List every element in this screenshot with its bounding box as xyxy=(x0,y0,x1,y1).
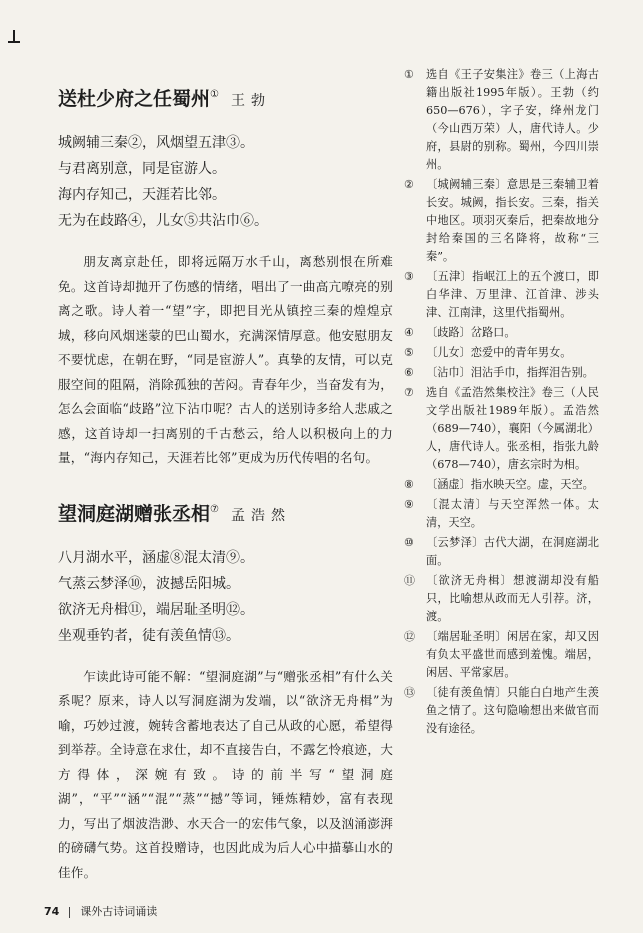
poem1-author: 王勃 xyxy=(230,93,271,109)
footnote xyxy=(404,534,599,570)
footnote xyxy=(404,268,599,322)
poem-line: 欲济无舟楫⑪，端居耻圣明⑫。 xyxy=(58,601,254,618)
footnote-number: ⑩ xyxy=(404,536,414,549)
corner-mark-icon xyxy=(8,30,20,44)
poem2-title xyxy=(58,497,393,531)
page-footer xyxy=(44,903,157,919)
poem-line: 城阙辅三秦②，风烟望五津③。 xyxy=(58,135,254,151)
footer-divider xyxy=(69,907,70,918)
poem-line: 八月湖水平，涵虚⑧混太清⑨。 xyxy=(58,549,254,566)
notes-column xyxy=(404,66,599,740)
footnote-text: 〔歧路〕岔路口。 xyxy=(426,326,516,339)
footnote xyxy=(404,344,599,362)
footnote-number: ③ xyxy=(404,270,414,283)
footnote-number: ⑤ xyxy=(404,346,414,359)
footnote-text: 〔沾巾〕泪沾手巾，指挥泪告别。 xyxy=(426,366,594,379)
footnote xyxy=(404,496,599,532)
footnote-text: 〔云梦泽〕古代大湖，在洞庭湖北面。 xyxy=(426,536,599,567)
footnote-text: 〔涵虚〕指水映天空。虚，天空。 xyxy=(426,478,594,491)
footnote-number: ④ xyxy=(404,326,414,339)
main-column xyxy=(58,82,393,885)
page-number: 74 xyxy=(44,905,60,918)
footnote xyxy=(404,324,599,342)
footnote-number: ⑥ xyxy=(404,366,414,379)
poem-line: 与君离别意，同是宦游人。 xyxy=(58,161,226,177)
poem2-author: 孟浩然 xyxy=(230,507,291,524)
footnote-number: ① xyxy=(404,68,414,81)
poem2-lines xyxy=(58,545,393,649)
footnote-text: 选自《王子安集注》卷三（上海古籍出版社1995年版）。王勃（约650—676），字子安，绛州龙门（今山西万荣）人，唐代诗人。少府，县尉的别称。蜀州，今四川崇州。 xyxy=(426,68,599,171)
footnote xyxy=(404,476,599,494)
footnote-text: 〔端居耻圣明〕闲居在家，却又因有负太平盛世而感到羞愧。端居，闲居、平常家居。 xyxy=(426,630,599,679)
poem1-title xyxy=(58,82,393,116)
footnote xyxy=(404,628,599,682)
footnote-text: 〔混太清〕与天空浑然一体。太清，天空。 xyxy=(426,498,599,529)
footnote-text: 〔五津〕指岷江上的五个渡口，即白华津、万里津、江首津、涉头津、江南津，这里代指蜀州。 xyxy=(426,270,599,319)
poem-line: 无为在歧路④，儿女⑤共沾巾⑥。 xyxy=(58,213,268,229)
footnote-number: ⑫ xyxy=(404,630,415,643)
footnote-number: ② xyxy=(404,178,414,191)
poem1-commentary-text: 朋友离京赴任，即将远隔万水千山，离愁别恨在所难免。这首诗却抛开了伤感的情绪，唱出了一曲高亢嘹亮的别离之歌。诗人着一“望”字，即把目光从镇控三秦的煌煌京城，移向风烟迷蒙的巴山蜀水，充满深情厚意。他安慰朋友不要忧虑，在朝在野，“同是宦游人”。真挚的友情，可以克服空间的阻隔，消除孤独的苦闷。青春年少，当奋发有为，怎么会面临“歧路”泣下沾巾呢？古人的送别诗多给人悲戚之感，这首诗却一扫离别的千古愁云，给人以积极向上的力量，“海内存知己，天涯若比邻”更成为历代传唱的名句。 xyxy=(58,254,393,465)
footnote xyxy=(404,176,599,266)
poem2-commentary-text: 乍读此诗可能不解：“望洞庭湖”与“赠张丞相”有什么关系呢？原来，诗人以写洞庭湖为发端，以“欲济无舟楫”为喻，巧妙过渡，婉转含蓄地表达了自己从政的心愿，希望得到举荐。全诗意在求仕，却不直接告白，不露乞怜痕迹，大方得体，深婉有致。诗的前半写“望洞庭湖”，“平”“涵”“混”“蒸”“撼”等词，锤炼精妙，富有表现力，写出了烟波浩渺、水天合一的宏伟气象，以及汹涌澎湃的磅礴气势。这首投赠诗，也因此成为后人心中描摹山水的佳作。 xyxy=(58,668,393,880)
poem1-lines xyxy=(58,130,393,234)
footnote-number: ⑬ xyxy=(404,686,415,699)
poem2-commentary xyxy=(58,665,393,886)
poem2-note-mark: ⑦ xyxy=(210,503,219,515)
footnote xyxy=(404,684,599,738)
poem1-note-mark: ① xyxy=(210,89,219,100)
footnote-text: 〔徒有羡鱼情〕只能白白地产生羡鱼之情了。这句隐喻想出来做官而没有途径。 xyxy=(426,686,599,735)
footnote xyxy=(404,572,599,626)
footnote xyxy=(404,364,599,382)
poem1-commentary xyxy=(58,250,393,471)
poem2-title-text: 望洞庭湖赠张丞相 xyxy=(58,502,211,525)
footnote-text: 〔欲济无舟楫〕想渡湖却没有船只，比喻想从政而无人引荐。济，渡。 xyxy=(426,574,599,623)
book-title: 课外古诗词诵读 xyxy=(80,905,158,918)
footnote-text: 〔儿女〕恋爱中的青年男女。 xyxy=(426,346,572,359)
footnote-number: ⑦ xyxy=(404,386,414,399)
footnote xyxy=(404,66,599,174)
poem1-title-text: 送杜少府之任蜀州 xyxy=(58,88,211,110)
footnote-text: 选自《孟浩然集校注》卷三（人民文学出版社1989年版）。孟浩然（689—740），襄阳（今属湖北）人，唐代诗人。张丞相，指张九龄（678—740），唐玄宗时为相。 xyxy=(426,386,599,471)
footnote-number: ⑧ xyxy=(404,478,414,491)
footnote xyxy=(404,384,599,474)
footnote-text: 〔城阙辅三秦〕意思是三秦辅卫着长安。城阙，指长安。三秦，指关中地区。项羽灭秦后，把秦故地分封给秦国的三名降将，故称“三秦”。 xyxy=(426,178,599,263)
poem-line: 坐观垂钓者，徒有羡鱼情⑬。 xyxy=(58,627,240,644)
poem-line: 海内存知己，天涯若比邻。 xyxy=(58,187,226,203)
footnote-number: ⑨ xyxy=(404,498,414,511)
footnote-number: ⑪ xyxy=(404,574,415,587)
poem-line: 气蒸云梦泽⑩，波撼岳阳城。 xyxy=(58,575,240,592)
